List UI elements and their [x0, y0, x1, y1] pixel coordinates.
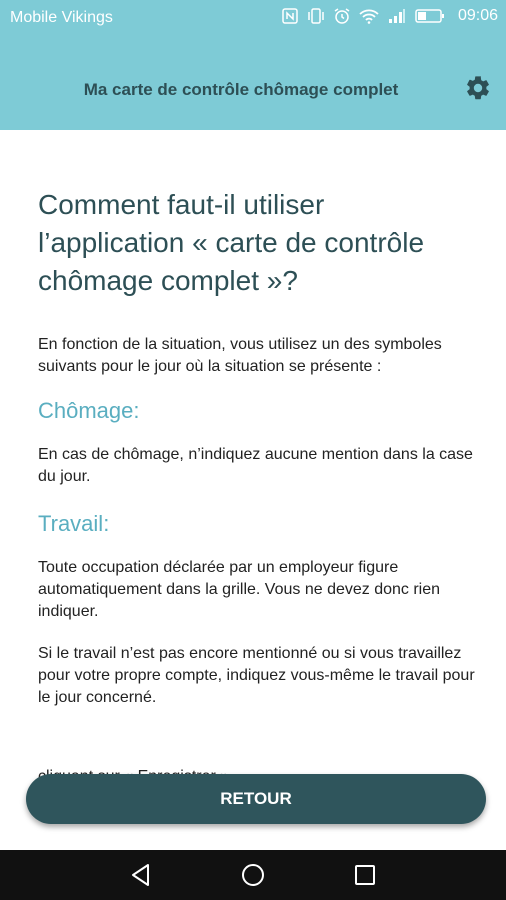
status-bar — [0, 0, 506, 36]
status-icons — [282, 7, 498, 25]
carrier-name: Mobile Vikings — [10, 9, 113, 26]
app-bar — [0, 36, 506, 130]
battery-icon — [415, 8, 445, 24]
section-title-chomage: Chômage: — [38, 398, 140, 423]
section-text-travail-2: Si le travail n’est pas encore mentionné ou si vous travaillez pour votre propre compte, indiquez vous-même le travail pour le jour concerné. — [38, 645, 475, 706]
retour-label: RETOUR — [220, 789, 292, 808]
wifi-icon — [359, 8, 379, 24]
vibrate-icon — [307, 8, 325, 24]
gear-icon[interactable] — [464, 74, 492, 102]
clock: 09:06 — [457, 7, 498, 24]
retour-button[interactable] — [26, 774, 486, 824]
section-text-travail-1: Toute occupation déclarée par un employeur figure automatiquement dans la grille. Vous ne devez donc rien indiquer. — [38, 559, 441, 620]
app-title: Ma carte de contrôle chômage complet — [83, 80, 399, 99]
nfc-icon — [282, 8, 298, 24]
back-icon[interactable] — [128, 862, 154, 888]
section-text-chomage: En cas de chômage, n’indiquez aucune mention dans la case du jour. — [38, 446, 473, 485]
home-icon[interactable] — [240, 862, 266, 888]
page-title: Comment faut-il utiliser l’application « carte de contrôle chômage complet »? — [38, 189, 425, 296]
navigation-bar — [0, 850, 506, 900]
recents-icon[interactable] — [352, 862, 378, 888]
intro-text: En fonction de la situation, vous utilisez un des symboles suivants pour le jour où la situation se présente : — [38, 336, 442, 375]
help-content[interactable] — [38, 130, 478, 850]
signal-icon — [388, 8, 406, 24]
section-title-travail: Travail: — [38, 511, 110, 536]
alarm-icon — [334, 8, 350, 24]
